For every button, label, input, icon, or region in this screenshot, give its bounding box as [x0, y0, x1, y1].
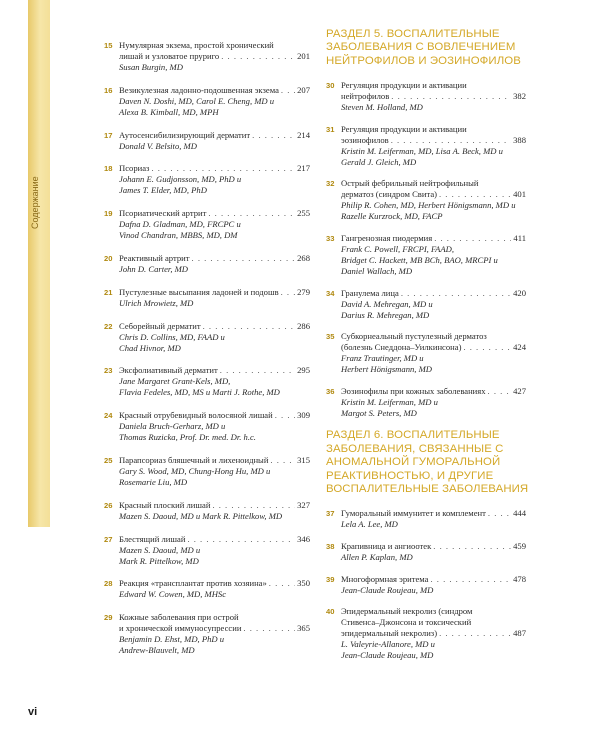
- chapter-number: 27: [104, 534, 113, 544]
- chapter-title-line: [119, 578, 310, 589]
- page-number-ref: 268: [297, 252, 310, 263]
- sidebar-band: [28, 0, 50, 527]
- toc-entry[interactable]: [104, 534, 310, 567]
- chapter-author: Razelle Kurzrock, MD, FACP: [341, 211, 443, 222]
- page-number-ref: 459: [513, 541, 526, 551]
- chapter-author: Allen P. Kaplan, MD: [341, 552, 413, 562]
- dot-leader: [221, 51, 295, 62]
- chapter-title: Парапсориаз бляшечный и лихеноидный: [119, 454, 269, 465]
- chapter-title: Псориаз: [119, 163, 150, 174]
- dot-leader: [243, 623, 295, 634]
- dot-leader: [151, 163, 295, 174]
- section-title-line: ВОСПАЛИТЕЛЬНЫЕ ЗАБОЛЕВАНИЯ: [326, 483, 529, 495]
- chapter-title: Стивенса–Джонсона и токсический: [341, 617, 472, 628]
- chapter-number: 40: [326, 607, 335, 617]
- chapter-title: Многоформная эритема: [341, 573, 429, 584]
- chapter-title-line: [119, 85, 310, 96]
- chapter-title-line: [341, 508, 526, 519]
- chapter-number: 33: [326, 234, 335, 243]
- chapter-title: нейтрофилов: [341, 91, 390, 102]
- page-number-ref: 327: [297, 499, 310, 510]
- dot-leader: [488, 508, 511, 519]
- chapter-title: Красный плоский лишай: [119, 499, 211, 510]
- toc-entry[interactable]: [326, 80, 526, 113]
- section-title-line: РАЗДЕЛ 6. ВОСПАЛИТЕЛЬНЫЕ: [326, 429, 500, 442]
- chapter-title-line: [119, 410, 310, 421]
- chapter-title: Блестящий лишай: [119, 533, 186, 544]
- chapter-title: Эксфолиативный дерматит: [119, 365, 218, 376]
- chapter-number: 37: [326, 509, 335, 519]
- chapter-title-line: [119, 455, 310, 466]
- chapter-number: 16: [104, 85, 113, 95]
- chapter-title: Крапивница и ангиоотек: [341, 541, 432, 551]
- chapter-title: Гуморальный иммунитет и комплемент: [341, 508, 486, 519]
- chapter-title-line: [119, 208, 310, 219]
- toc-left-column: [104, 40, 310, 668]
- toc-entry[interactable]: [104, 208, 310, 241]
- chapter-title-line: [119, 500, 310, 511]
- dot-leader: [252, 130, 295, 141]
- toc-entry[interactable]: [104, 163, 310, 196]
- toc-entry[interactable]: [104, 287, 310, 309]
- chapter-title: Себорейный дерматит: [119, 320, 201, 331]
- section-5-entries: [326, 80, 526, 419]
- dot-leader: [269, 578, 295, 589]
- page-number-ref: 427: [513, 385, 526, 396]
- toc-entry[interactable]: [326, 288, 526, 321]
- chapter-title: Псориатический артрит: [119, 208, 207, 219]
- toc-entry[interactable]: [326, 331, 526, 375]
- dot-leader: [439, 189, 511, 200]
- chapter-title-line: [119, 163, 310, 174]
- page-number-ref: 444: [513, 508, 526, 519]
- chapter-number: 34: [326, 288, 335, 298]
- toc-entry[interactable]: [104, 130, 310, 152]
- toc-entry[interactable]: [326, 386, 526, 419]
- chapter-author: Alexa B. Kimball, MD, MPH: [119, 106, 219, 117]
- chapter-title: Регуляция продукции и активации: [341, 80, 467, 91]
- chapter-title-line: [119, 623, 310, 634]
- chapter-title: Кожные заболевания при острой: [119, 612, 239, 623]
- chapter-author: Bridget C. Hackett, MB BCh, BAO, MRCPI и: [341, 255, 498, 265]
- chapter-number: 32: [326, 179, 335, 189]
- dot-leader: [203, 321, 296, 332]
- chapter-number: 21: [104, 287, 113, 297]
- chapter-title: эозинофилов: [341, 134, 389, 145]
- chapter-title: Эпидермальный некролиз (синдром: [341, 606, 473, 617]
- chapter-title: Пустулезные высыпания ладоней и подошв: [119, 286, 279, 297]
- chapter-title: Регуляция продукции и активации: [341, 123, 467, 134]
- chapter-author: Frank C. Powell, FRCPI, FAAD,: [341, 244, 454, 254]
- chapter-author: Dafna D. Gladman, MD, FRCPC и: [119, 219, 241, 230]
- page-number-ref: 478: [513, 573, 526, 584]
- toc-entry[interactable]: [326, 508, 526, 530]
- chapter-title-line: [119, 365, 310, 376]
- section-title-line: ЗАБОЛЕВАНИЯ, СВЯЗАННЫЕ С: [326, 442, 504, 455]
- chapter-title-line: [341, 541, 526, 552]
- chapter-author: Chad Hivnor, MD: [119, 342, 181, 353]
- dot-leader: [439, 628, 511, 639]
- page-number-ref: 315: [297, 454, 310, 465]
- chapter-title: лишай и узловатое пруриго: [119, 51, 220, 61]
- page-number-ref: 214: [297, 129, 310, 140]
- chapter-number: 20: [104, 253, 113, 263]
- chapter-title: Гранулема лица: [341, 287, 399, 298]
- page-number-ref: 411: [513, 233, 526, 243]
- page-number-ref: 420: [513, 287, 526, 298]
- chapter-title: (болезнь Снеддона–Уилкинсона): [341, 342, 462, 353]
- chapter-author: Benjamin D. Ehst, MD, PhD и: [119, 634, 225, 645]
- toc-entry[interactable]: [104, 40, 310, 73]
- chapter-author: David A. Mehregan, MD и: [341, 298, 433, 309]
- chapter-title-line: [119, 321, 310, 332]
- chapter-author: Johann E. Gudjonsson, MD, PhD и: [119, 174, 242, 185]
- chapter-author: Daniel Wallach, MD: [341, 266, 413, 276]
- chapter-author: Daniela Bruch-Gerharz, MD и: [119, 421, 226, 432]
- chapter-number: 30: [326, 81, 335, 91]
- dot-leader: [220, 365, 295, 376]
- page-number-ref: 346: [297, 533, 310, 544]
- toc-entry[interactable]: [104, 321, 310, 354]
- chapter-author: Rosemarie Liu, MD: [119, 476, 188, 487]
- chapter-title: Эозинофилы при кожных заболеваниях: [341, 385, 486, 396]
- chapter-number: 31: [326, 124, 335, 134]
- page-number: vi: [28, 706, 38, 718]
- chapter-author: Steven M. Holland, MD: [341, 102, 423, 113]
- chapter-author: Jean-Claude Roujeau, MD: [341, 584, 434, 595]
- chapter-author: Philip R. Cohen, MD, Herbert Hönigsmann, MD и: [341, 200, 516, 211]
- chapter-title: Красный отрубевидный волосяной лишай: [119, 410, 273, 421]
- chapter-title-line: [341, 342, 526, 353]
- chapter-title-line: [119, 534, 310, 545]
- dot-leader: [463, 342, 511, 353]
- toc-entry[interactable]: [104, 410, 310, 443]
- chapter-author: Kristin M. Leiferman, MD, Lisa A. Beck, MD и: [341, 145, 503, 156]
- chapter-title: эпидермальный некролиз): [341, 628, 438, 639]
- dot-leader: [433, 541, 511, 552]
- chapter-author: Vinod Chandran, MBBS, MD, DM: [119, 230, 238, 241]
- dot-leader: [391, 135, 511, 146]
- page-number-ref: 424: [513, 342, 526, 353]
- chapter-title-line: [341, 189, 526, 200]
- chapter-title-line: [119, 51, 310, 62]
- section-6-entries: [326, 508, 526, 661]
- page-number-ref: 365: [297, 623, 310, 634]
- chapter-author: Herbert Hönigsmann, MD: [341, 364, 432, 375]
- dot-leader: [270, 455, 295, 466]
- page-number-ref: 295: [297, 365, 310, 376]
- page-number-ref: 388: [513, 134, 526, 145]
- chapter-title: Острый фебрильный нейтрофильный: [341, 178, 479, 189]
- toc-entry[interactable]: [326, 574, 526, 596]
- chapter-number: 22: [104, 321, 113, 331]
- toc-entry[interactable]: [326, 178, 526, 222]
- chapter-number: 35: [326, 332, 335, 342]
- page-number-ref: 487: [513, 628, 526, 639]
- chapter-title-line: [341, 288, 526, 299]
- page-number-ref: 201: [297, 51, 310, 61]
- chapter-author: Darius R. Mehregan, MD: [341, 309, 430, 320]
- dot-leader: [212, 500, 295, 511]
- chapter-author: Gary S. Wood, MD, Chung-Hong Hu, MD и: [119, 465, 271, 476]
- toc-entry[interactable]: [104, 500, 310, 522]
- chapter-title: дерматоз (синдром Свита): [341, 189, 437, 200]
- chapter-author: Kristin M. Leiferman, MD и: [341, 396, 438, 407]
- chapter-number: 25: [104, 455, 113, 465]
- chapter-author: Jean-Claude Roujeau, MD: [341, 650, 434, 661]
- section-5-title: [326, 28, 526, 68]
- dot-leader: [488, 386, 512, 397]
- dot-leader: [434, 233, 511, 244]
- chapter-author: Donald V. Belsito, MD: [119, 140, 197, 151]
- chapter-author: Edward W. Cowen, MD, MHSc: [119, 589, 227, 600]
- chapter-author: John D. Carter, MD: [119, 263, 188, 274]
- chapter-number: 17: [104, 130, 113, 140]
- chapter-title: Реакция «трансплантат против хозяина»: [119, 578, 267, 589]
- chapter-title: и хронической иммуносупрессии: [119, 623, 242, 634]
- chapter-author: Jane Margaret Grant-Kels, MD,: [119, 376, 231, 387]
- section-title-line: РЕАКТИВНОСТЬЮ, И ДРУГИЕ: [326, 469, 494, 482]
- chapter-number: 26: [104, 500, 113, 510]
- chapter-title-line: [341, 574, 526, 585]
- chapter-author: Gerald J. Gleich, MD: [341, 156, 417, 167]
- chapter-title: Везикулезная ладонно-подошвенная экзема: [119, 84, 279, 95]
- dot-leader: [401, 288, 511, 299]
- section-6-title: [326, 429, 529, 496]
- page-number-ref: 382: [513, 91, 526, 102]
- chapter-author: Daven N. Doshi, MD, Carol E. Cheng, MD и: [119, 95, 275, 106]
- chapter-title: Субкорнеальный пустулезный дерматоз: [341, 331, 487, 342]
- chapter-author: Susan Burgin, MD: [119, 62, 183, 72]
- chapter-title: Гангренозная пиодермия: [341, 233, 433, 243]
- dot-leader: [391, 91, 511, 102]
- toc-entry[interactable]: [326, 124, 526, 168]
- chapter-title: Реактивный артрит: [119, 252, 190, 263]
- page-number-ref: 207: [297, 84, 310, 95]
- dot-leader: [187, 534, 295, 545]
- chapter-author: James T. Elder, MD, PhD: [119, 185, 207, 196]
- chapter-title-line: [341, 91, 526, 102]
- dot-leader: [430, 574, 511, 585]
- toc-entry[interactable]: [326, 233, 526, 277]
- page-number-ref: 309: [297, 410, 310, 421]
- chapter-title: Нумулярная экзема, простой хронический: [119, 40, 274, 50]
- toc-entry[interactable]: [326, 606, 526, 661]
- toc-entry[interactable]: [104, 455, 310, 488]
- page-number-ref: 286: [297, 320, 310, 331]
- toc-entry[interactable]: [104, 85, 310, 118]
- chapter-author: Thomas Ruzicka, Prof. Dr. med. Dr. h.c.: [119, 432, 256, 443]
- chapter-author: Franz Trautinger, MD и: [341, 353, 424, 364]
- dot-leader: [281, 287, 295, 298]
- chapter-title-line: [119, 287, 310, 298]
- chapter-title-line: [119, 253, 310, 264]
- chapter-author: Ulrich Mrowietz, MD: [119, 297, 194, 308]
- chapter-author: Andrew-Blauvelt, MD: [119, 645, 195, 656]
- section-title-line: ЗАБОЛЕВАНИЯ С ВОВЛЕЧЕНИЕМ: [326, 41, 516, 54]
- chapter-author: Mazen S. Daoud, MD и: [119, 544, 201, 555]
- page-number-ref: 401: [513, 189, 526, 200]
- section-title-line: РАЗДЕЛ 5. ВОСПАЛИТЕЛЬНЫЕ: [326, 28, 500, 40]
- dot-leader: [208, 208, 295, 219]
- chapter-title-line: [119, 130, 310, 141]
- section-title-line: НЕЙТРОФИЛОВ И ЭОЗИНОФИЛОВ: [326, 54, 521, 67]
- sidebar-label: Содержание: [30, 176, 40, 230]
- chapter-title: Аутосенсибилизирующий дерматит: [119, 129, 251, 140]
- dot-leader: [281, 85, 295, 96]
- chapter-number: 29: [104, 613, 113, 623]
- section-title-line: АНОМАЛЬНОЙ ГУМОРАЛЬНОЙ: [326, 456, 501, 469]
- chapter-number: 15: [104, 41, 113, 50]
- chapter-title-line: [341, 135, 526, 146]
- chapter-number: 23: [104, 366, 113, 376]
- chapter-author: Mark R. Pittelkow, MD: [119, 555, 199, 566]
- chapter-number: 28: [104, 579, 113, 589]
- toc-entry[interactable]: [104, 612, 310, 656]
- page-number-ref: 255: [297, 208, 310, 219]
- dot-leader: [192, 253, 296, 264]
- page-number-ref: 279: [297, 286, 310, 297]
- chapter-author: L. Valeyrie-Allanore, MD и: [341, 639, 435, 650]
- chapter-author: Mazen S. Daoud, MD и Mark R. Pittelkow, MD: [119, 510, 283, 521]
- toc-entry[interactable]: [104, 253, 310, 275]
- chapter-author: Margot S. Peters, MD: [341, 407, 417, 418]
- chapter-title-line: [341, 233, 526, 244]
- chapter-title-line: [341, 628, 526, 639]
- toc-entry[interactable]: [104, 365, 310, 398]
- chapter-title-line: [341, 386, 526, 397]
- chapter-number: 39: [326, 574, 335, 584]
- page-number-ref: 350: [297, 578, 310, 589]
- chapter-author: Chris D. Collins, MD, FAAD и: [119, 331, 225, 342]
- chapter-author: Flavia Fedeles, MD, MS и Marti J. Rothe, MD: [119, 387, 280, 398]
- page-number-ref: 217: [297, 163, 310, 174]
- chapter-number: 38: [326, 542, 335, 551]
- toc-entry[interactable]: [326, 541, 526, 563]
- chapter-author: Lela A. Lee, MD: [341, 519, 398, 530]
- chapter-number: 19: [104, 209, 113, 219]
- toc-right-column: [326, 28, 529, 672]
- chapter-number: 36: [326, 386, 335, 396]
- toc-entry[interactable]: [104, 578, 310, 600]
- dot-leader: [275, 410, 295, 421]
- chapter-number: 24: [104, 411, 113, 421]
- chapter-number: 18: [104, 164, 113, 174]
